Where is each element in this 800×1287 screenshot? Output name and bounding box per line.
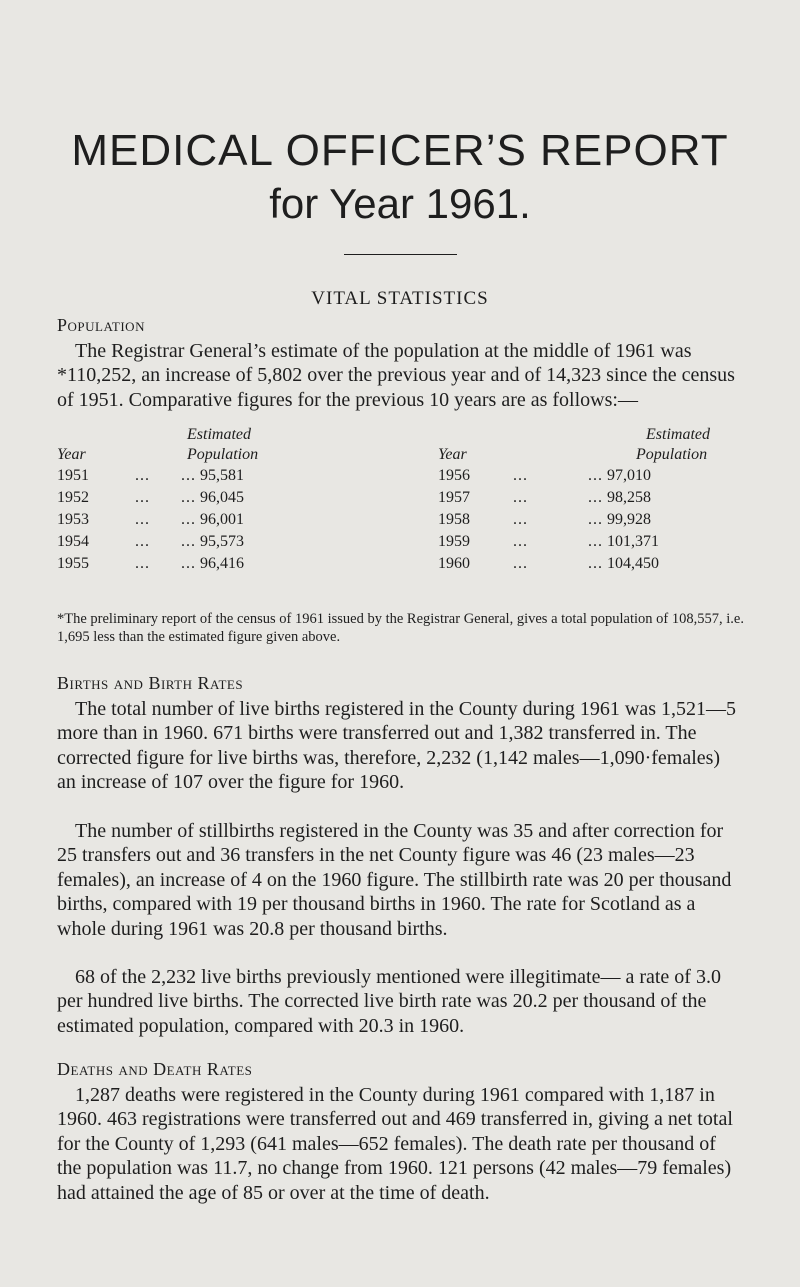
births-paragraph-1: The total number of live births registered in the County during 1961 was 1,521—5 more than in 1960. 671 births were transferred out and 1,382 transferred in. The corrected figure for live births was, therefore, 2,232 (1,142 males—1,090·females) an increase of 107 over the figure for 1960.	[57, 698, 736, 794]
right-year-cell: 1959	[438, 533, 470, 550]
right-leader-dots: ...	[513, 467, 528, 484]
right-population-cell: 104,450	[607, 555, 659, 572]
right-year-header: Year	[438, 446, 467, 463]
right-leader-dots: ...	[588, 489, 603, 506]
left-population-cell: 96,045	[200, 489, 244, 506]
right-leader-dots: ...	[588, 467, 603, 484]
right-est-header: Estimated	[646, 426, 710, 443]
right-population-cell: 99,928	[607, 511, 651, 528]
left-population-cell: 96,416	[200, 555, 244, 572]
left-year-cell: 1953	[57, 511, 89, 528]
population-heading: Population	[57, 315, 145, 335]
right-year-cell: 1957	[438, 489, 470, 506]
population-paragraph: The Registrar General’s estimate of the population at the middle of 1961 was *110,252, an increase of 5,802 over the previous year and of 14,323 since the census of 1951. Comparative figures for the previous 10 years are as follows:—	[57, 340, 735, 411]
left-leader-dots: ...	[135, 555, 150, 572]
births-paragraph-2: The number of stillbirths registered in the County was 35 and after correction for 25 transfers out and 36 transfers in the net County figure was 46 (23 males—23 females), an increase of 4 on the 1960 figure. The stillbirth rate was 20 per thousand births, compared with 19 per thousand births in 1960. The rate for Scotland as a whole during 1961 was 20.8 per thousand births.	[57, 820, 732, 940]
left-pop-header: Population	[187, 446, 259, 463]
left-leader-dots: ...	[181, 511, 196, 528]
left-leader-dots: ...	[181, 555, 196, 572]
divider	[344, 254, 457, 255]
left-year-cell: 1955	[57, 555, 89, 572]
right-year-cell: 1960	[438, 555, 470, 572]
left-population-cell: 95,573	[200, 533, 244, 550]
right-leader-dots: ...	[513, 489, 528, 506]
births-heading: Births and Birth Rates	[57, 673, 244, 693]
left-year-cell: 1954	[57, 533, 89, 550]
left-est-header: Estimated	[187, 426, 251, 443]
right-leader-dots: ...	[513, 555, 528, 572]
left-leader-dots: ...	[181, 489, 196, 506]
right-leader-dots: ...	[588, 511, 603, 528]
left-leader-dots: ...	[181, 467, 196, 484]
right-population-cell: 97,010	[607, 467, 651, 484]
right-leader-dots: ...	[588, 555, 603, 572]
report-subtitle: for Year 1961.	[269, 180, 531, 227]
right-population-cell: 98,258	[607, 489, 651, 506]
left-leader-dots: ...	[135, 511, 150, 528]
deaths-paragraph: 1,287 deaths were registered in the County during 1961 compared with 1,187 in 1960. 463 registrations were transferred out and 469 transferred in, giving a net total for the County of 1,293 (641 males—652 females). The death rate per thousand of the population was 11.7, no change from 1960. 121 persons (42 males—79 females) had attained the age of 85 or over at the time of death.	[57, 1084, 733, 1204]
right-year-cell: 1956	[438, 467, 470, 484]
left-leader-dots: ...	[135, 467, 150, 484]
deaths-heading: Deaths and Death Rates	[57, 1059, 253, 1079]
right-leader-dots: ...	[588, 533, 603, 550]
right-leader-dots: ...	[513, 511, 528, 528]
left-population-cell: 96,001	[200, 511, 244, 528]
left-leader-dots: ...	[135, 489, 150, 506]
left-year-cell: 1951	[57, 467, 89, 484]
births-paragraph-3: 68 of the 2,232 live births previously mentioned were illegitimate— a rate of 3.0 per hundred live births. The corrected live birth rate was 20.2 per thousand of the estimated population, compared with 20.3 in 1960.	[57, 966, 721, 1037]
left-year-cell: 1952	[57, 489, 89, 506]
right-leader-dots: ...	[513, 533, 528, 550]
left-leader-dots: ...	[181, 533, 196, 550]
census-footnote: *The preliminary report of the census of 1961 issued by the Registrar General, gives a total population of 108,557, i.e. 1,695 less than the estimated figure given above.	[57, 611, 744, 645]
right-pop-header: Population	[636, 446, 708, 463]
left-year-header: Year	[57, 446, 86, 463]
right-population-cell: 101,371	[607, 533, 659, 550]
section-title: VITAL STATISTICS	[311, 288, 489, 309]
report-title: MEDICAL OFFICER’S REPORT	[71, 126, 729, 175]
left-population-cell: 95,581	[200, 467, 244, 484]
right-year-cell: 1958	[438, 511, 470, 528]
left-leader-dots: ...	[135, 533, 150, 550]
